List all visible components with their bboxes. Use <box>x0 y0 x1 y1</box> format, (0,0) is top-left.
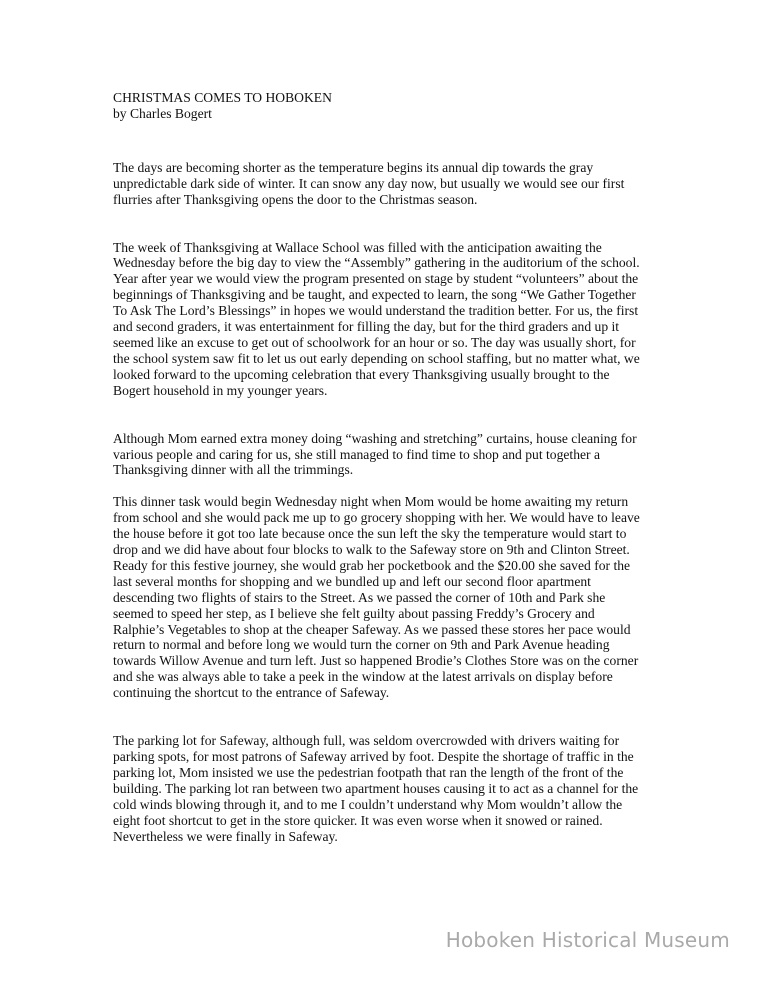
paragraph-2: The week of Thanksgiving at Wallace School was filled with the anticipation awaiting the Wednesday before the big day to view the “Assembly” gathering in the auditorium of the school. Year after year we would view the program presented on stage by student “volunteers” about the beginnings of Thanksgiving and be taught, and expected to learn, the song “We Gather Together To Ask The Lord’s Blessings” in hopes we would understand the tradition better. For us, the first and second graders, it was entertainment for filling the day, but for the third graders and up it seemed like an excuse to get out of schoolwork for an hour or so. The day was usually short, for the school system saw fit to let us out early depending on school staffing, but no matter what, we looked forward to the upcoming celebration that every Thanksgiving usually brought to the Bogert household in my younger years. <box>113 239 640 398</box>
title-block <box>113 90 653 122</box>
document-page <box>113 90 653 844</box>
paragraph-3: Although Mom earned extra money doing “washing and stretching” curtains, house cleaning for various people and caring for us, she still managed to find time to shop and put together a Thanksgiving dinner with all the trimmings. <box>113 430 637 478</box>
museum-watermark: Hoboken Historical Museum <box>445 928 730 952</box>
paragraph-5: The parking lot for Safeway, although full, was seldom overcrowded with drivers waiting for parking spots, for most patrons of Safeway arrived by foot. Despite the shortage of traffic in the parking lot, Mom insisted we use the pedestrian footpath that ran the length of the front of the building. The parking lot ran between two apartment houses causing it to act as a channel for the cold winds blowing through it, and to me I couldn’t understand why Mom wouldn’t allow the eight foot shortcut to get in the store quicker. It was even worse when it snowed or rained. Nevertheless we were finally in Safeway. <box>113 733 639 844</box>
document-title: CHRISTMAS COMES TO HOBOKEN <box>113 90 332 105</box>
document-byline: by Charles Bogert <box>113 105 212 121</box>
paragraph-4: This dinner task would begin Wednesday night when Mom would be home awaiting my return from school and she would pack me up to go grocery shopping with her. We would have to leave the house before it got too late because once the sun left the sky the temperature would start to drop and we did have about four blocks to walk to the Safeway store on 9th and Clinton Street. Ready for this festive journey, she would grab her pocketbook and the $20.00 she saved for the last several months for shopping and we bundled up and left our second floor apartment descending two flights of stairs to the Street. As we passed the corner of 10th and Park she seemed to speed her step, as I believe she felt guilty about passing Freddy’s Grocery and Ralphie’s Vegetables to shop at the cheaper Safeway. As we passed these stores her pace would return to normal and before long we would turn the corner on 9th and Park Avenue heading towards Willow Avenue and turn left. Just so happened Brodie’s Clothes Store was on the corner and she was always able to take a peek in the window at the latest arrivals on display before continuing the shortcut to the entrance of Safeway. <box>113 494 640 701</box>
paragraph-1: The days are becoming shorter as the temperature begins its annual dip towards the gray unpredictable dark side of winter. It can snow any day now, but usually we would see our first flurries after Thanksgiving opens the door to the Christmas season. <box>113 159 625 207</box>
